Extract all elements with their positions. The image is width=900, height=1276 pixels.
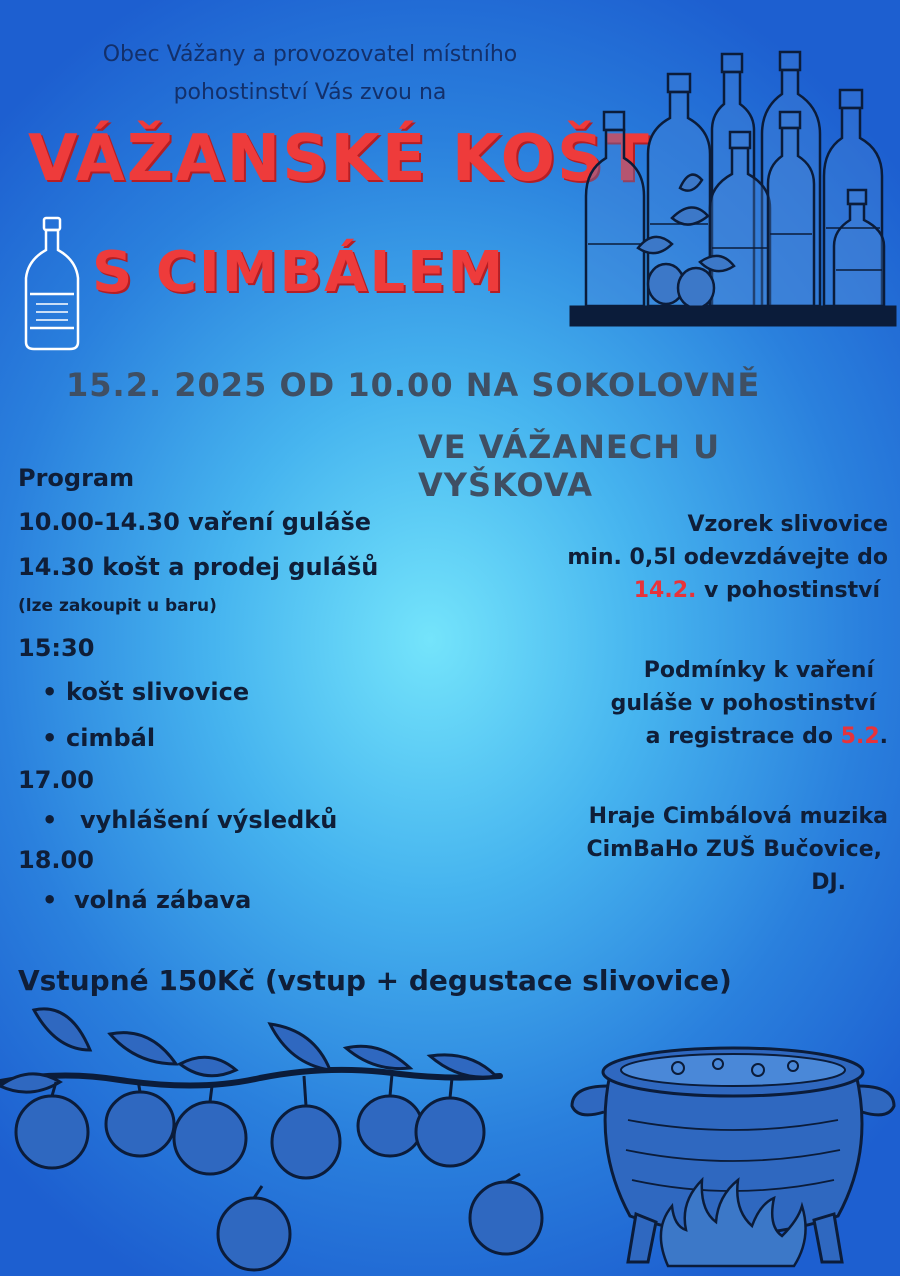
program-row-1: 10.00-14.30 vaření guláše [18,508,372,536]
program-item-3b: cimbál [66,724,156,752]
program-item-5: volná zábava [74,886,252,914]
sample-line-1: Vzorek slivovice [687,512,888,537]
sample-place: v pohostinství [696,578,880,603]
conditions-line-2: guláše v pohostinství [610,691,876,716]
program-row-2: 14.30 košt a prodej gulášů [18,553,379,581]
music-info [508,800,888,899]
intro-line-1: Obec Vážany a provozovatel místního [102,42,518,67]
music-line-2: CimBaHo ZUŠ Bučovice, [586,837,882,862]
title-line-2: S CIMBÁLEM [92,240,506,305]
music-line-3: DJ. [811,870,846,895]
program-item-3a: košt slivovice [66,678,250,706]
event-date: 15.2. 2025 OD 10.00 NA SOKOLOVNĚ [66,366,761,404]
bottles-illustration [568,48,898,330]
program-row-2-note: (lze zakoupit u baru) [18,596,217,616]
program-item-4: vyhlášení výsledků [80,806,338,834]
cooking-conditions [508,654,888,753]
conditions-line-1: Podmínky k vaření [643,658,874,683]
goulash-pot-illustration [568,1030,898,1276]
music-line-1: Hraje Cimbálová muzika [588,804,888,829]
event-place: VE VÁŽANECH U VYŠKOVA [418,428,721,504]
program-time-4: 17.00 [18,766,94,794]
conditions-period: . [879,724,888,749]
conditions-text: a registrace do [645,724,841,749]
bullet-dot: • [42,678,58,706]
program-time-5: 18.00 [18,846,94,874]
title-line-1: VÁŽANSKÉ KOŠT [28,122,651,196]
plum-branch-illustration [0,1000,560,1276]
bottle-icon [22,216,82,352]
program-time-3: 15:30 [18,634,95,662]
registration-deadline: 5.2 [840,724,880,749]
bullet-dot: • [42,806,58,834]
intro-text [30,36,590,112]
bullet-dot: • [42,724,58,752]
intro-line-2: pohostinství Vás zvou na [173,80,447,105]
sample-deadline: 14.2. [633,578,697,603]
program-heading: Program [18,464,135,492]
sample-info [508,508,888,607]
entry-fee: Vstupné 150Kč (vstup + degustace slivovice) [18,964,732,997]
sample-line-2: min. 0,5l odevzdávejte do [567,545,888,570]
sample-line-3 [508,574,888,607]
conditions-line-3 [508,720,888,753]
bullet-dot: • [42,886,58,914]
